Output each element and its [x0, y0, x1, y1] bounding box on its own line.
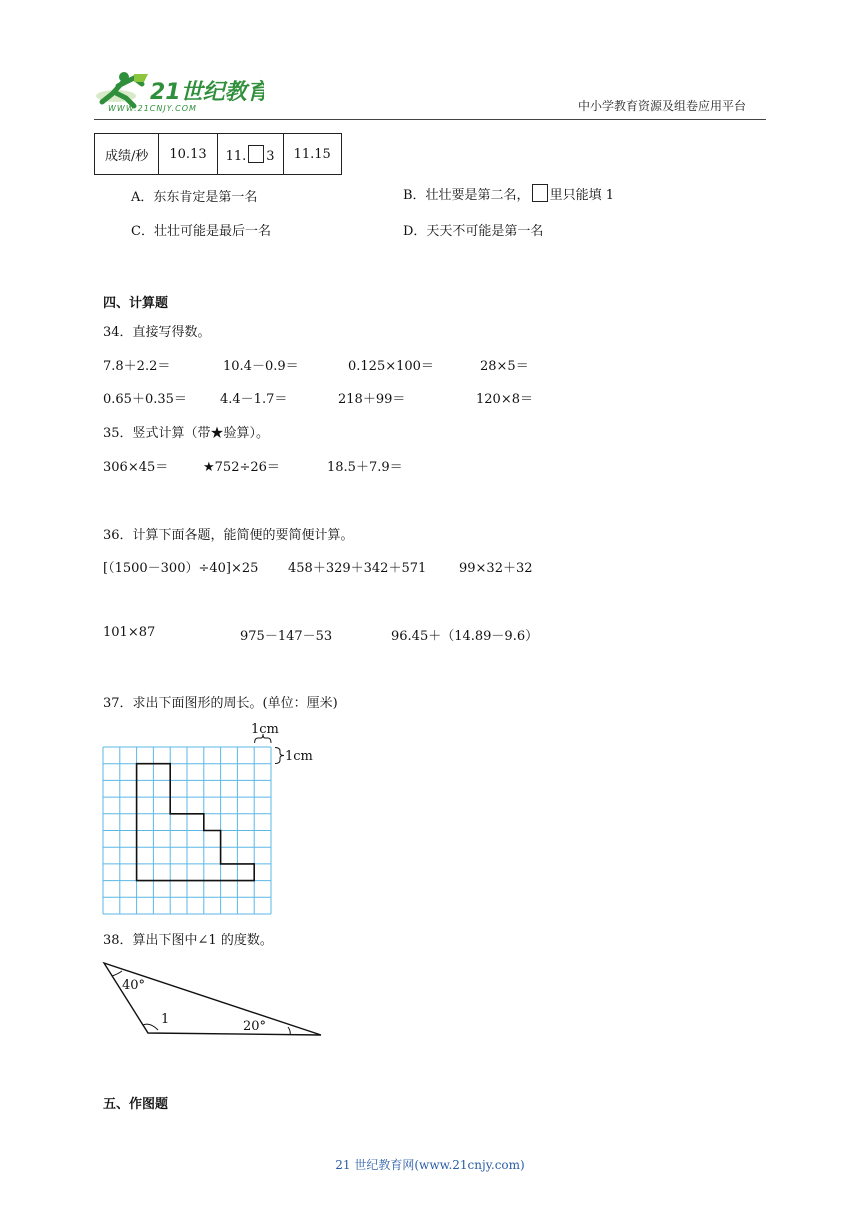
- unit-label-top: 1cm: [251, 722, 279, 737]
- q34-item: 28×5＝: [480, 359, 529, 374]
- svg-text:WWW.21CNJY.COM: WWW.21CNJY.COM: [108, 104, 197, 113]
- footer-link[interactable]: 21 世纪教育网(www.21cnjy.com): [335, 1158, 525, 1172]
- section-5-title: 五、作图题: [103, 1097, 169, 1112]
- score-table: [94, 133, 342, 175]
- logo-runner-icon: [94, 68, 264, 114]
- score-cell-1: 10.13: [159, 134, 217, 175]
- q34-item: 0.65＋0.35＝: [103, 392, 187, 407]
- q35-title: 35．竖式计算（带★验算）。: [103, 426, 270, 441]
- svg-text:21世纪教育: 21世纪教育: [150, 80, 264, 105]
- header-platform-text: 中小学教育资源及组卷应用平台: [578, 99, 747, 113]
- triangle-figure: [100, 960, 330, 1040]
- choice-b-prefix: B．壮壮要是第二名，: [403, 188, 530, 203]
- q34-item: 218＋99＝: [338, 392, 406, 407]
- q36-item: [（1500－300）÷40]×25: [103, 561, 259, 576]
- header-divider: [94, 119, 766, 120]
- grid: [103, 747, 271, 914]
- angle-arc-top: [112, 971, 122, 976]
- angle-arc-right: [288, 1027, 290, 1035]
- score-cell-2-prefix: 11.: [225, 148, 247, 164]
- blank-box[interactable]: [248, 145, 264, 163]
- brace-right: [275, 748, 284, 764]
- l-shape-outline: [137, 764, 255, 881]
- choice-a[interactable]: A．东东肯定是第一名: [131, 190, 258, 205]
- q36-item: 975－147－53: [240, 629, 333, 644]
- blank-box: [532, 184, 548, 202]
- q36-item: 101×87: [103, 625, 156, 640]
- choice-b[interactable]: [403, 184, 614, 203]
- q36-item: 458＋329＋342＋571: [288, 561, 427, 576]
- q34-title: 34．直接写得数。: [103, 325, 211, 340]
- unit-label-right: 1cm: [285, 749, 313, 764]
- q36-title: 36．计算下面各题，能简便的要简便计算。: [103, 528, 354, 543]
- section-4-title: 四、计算题: [103, 296, 169, 311]
- q38-title: 38．算出下图中∠1 的度数。: [103, 933, 273, 948]
- q34-item: 7.8＋2.2＝: [103, 359, 171, 374]
- logo: [94, 68, 264, 114]
- score-cell-2-suffix: 3: [266, 148, 275, 164]
- score-cell-3: 11.15: [283, 134, 341, 175]
- score-cell-2: [217, 134, 283, 175]
- choice-b-suffix: 里只能填 1: [549, 188, 614, 203]
- q35-item: 306×45＝: [103, 460, 169, 475]
- angle-label-one: 1: [161, 1012, 170, 1027]
- q35-item: 18.5＋7.9＝: [327, 460, 403, 475]
- perimeter-figure: [100, 718, 320, 918]
- score-label-cell: 成绩/秒: [95, 134, 159, 175]
- angle-label-top: 40°: [122, 978, 146, 993]
- choice-d[interactable]: D．天天不可能是第一名: [403, 224, 544, 239]
- q34-item: 10.4－0.9＝: [223, 359, 299, 374]
- q34-item: 120×8＝: [476, 392, 533, 407]
- q37-title: 37．求出下面图形的周长。(单位：厘米): [103, 696, 338, 711]
- q36-item: 99×32＋32: [459, 561, 533, 576]
- triangle: [104, 963, 321, 1035]
- choice-c[interactable]: C．壮壮可能是最后一名: [131, 224, 271, 239]
- q34-item: 0.125×100＝: [348, 359, 434, 374]
- q34-item: 4.4－1.7＝: [220, 392, 288, 407]
- q36-item: 96.45＋（14.89－9.6）: [391, 629, 539, 644]
- angle-label-right: 20°: [243, 1019, 267, 1034]
- q35-item: ★752÷26＝: [203, 460, 280, 475]
